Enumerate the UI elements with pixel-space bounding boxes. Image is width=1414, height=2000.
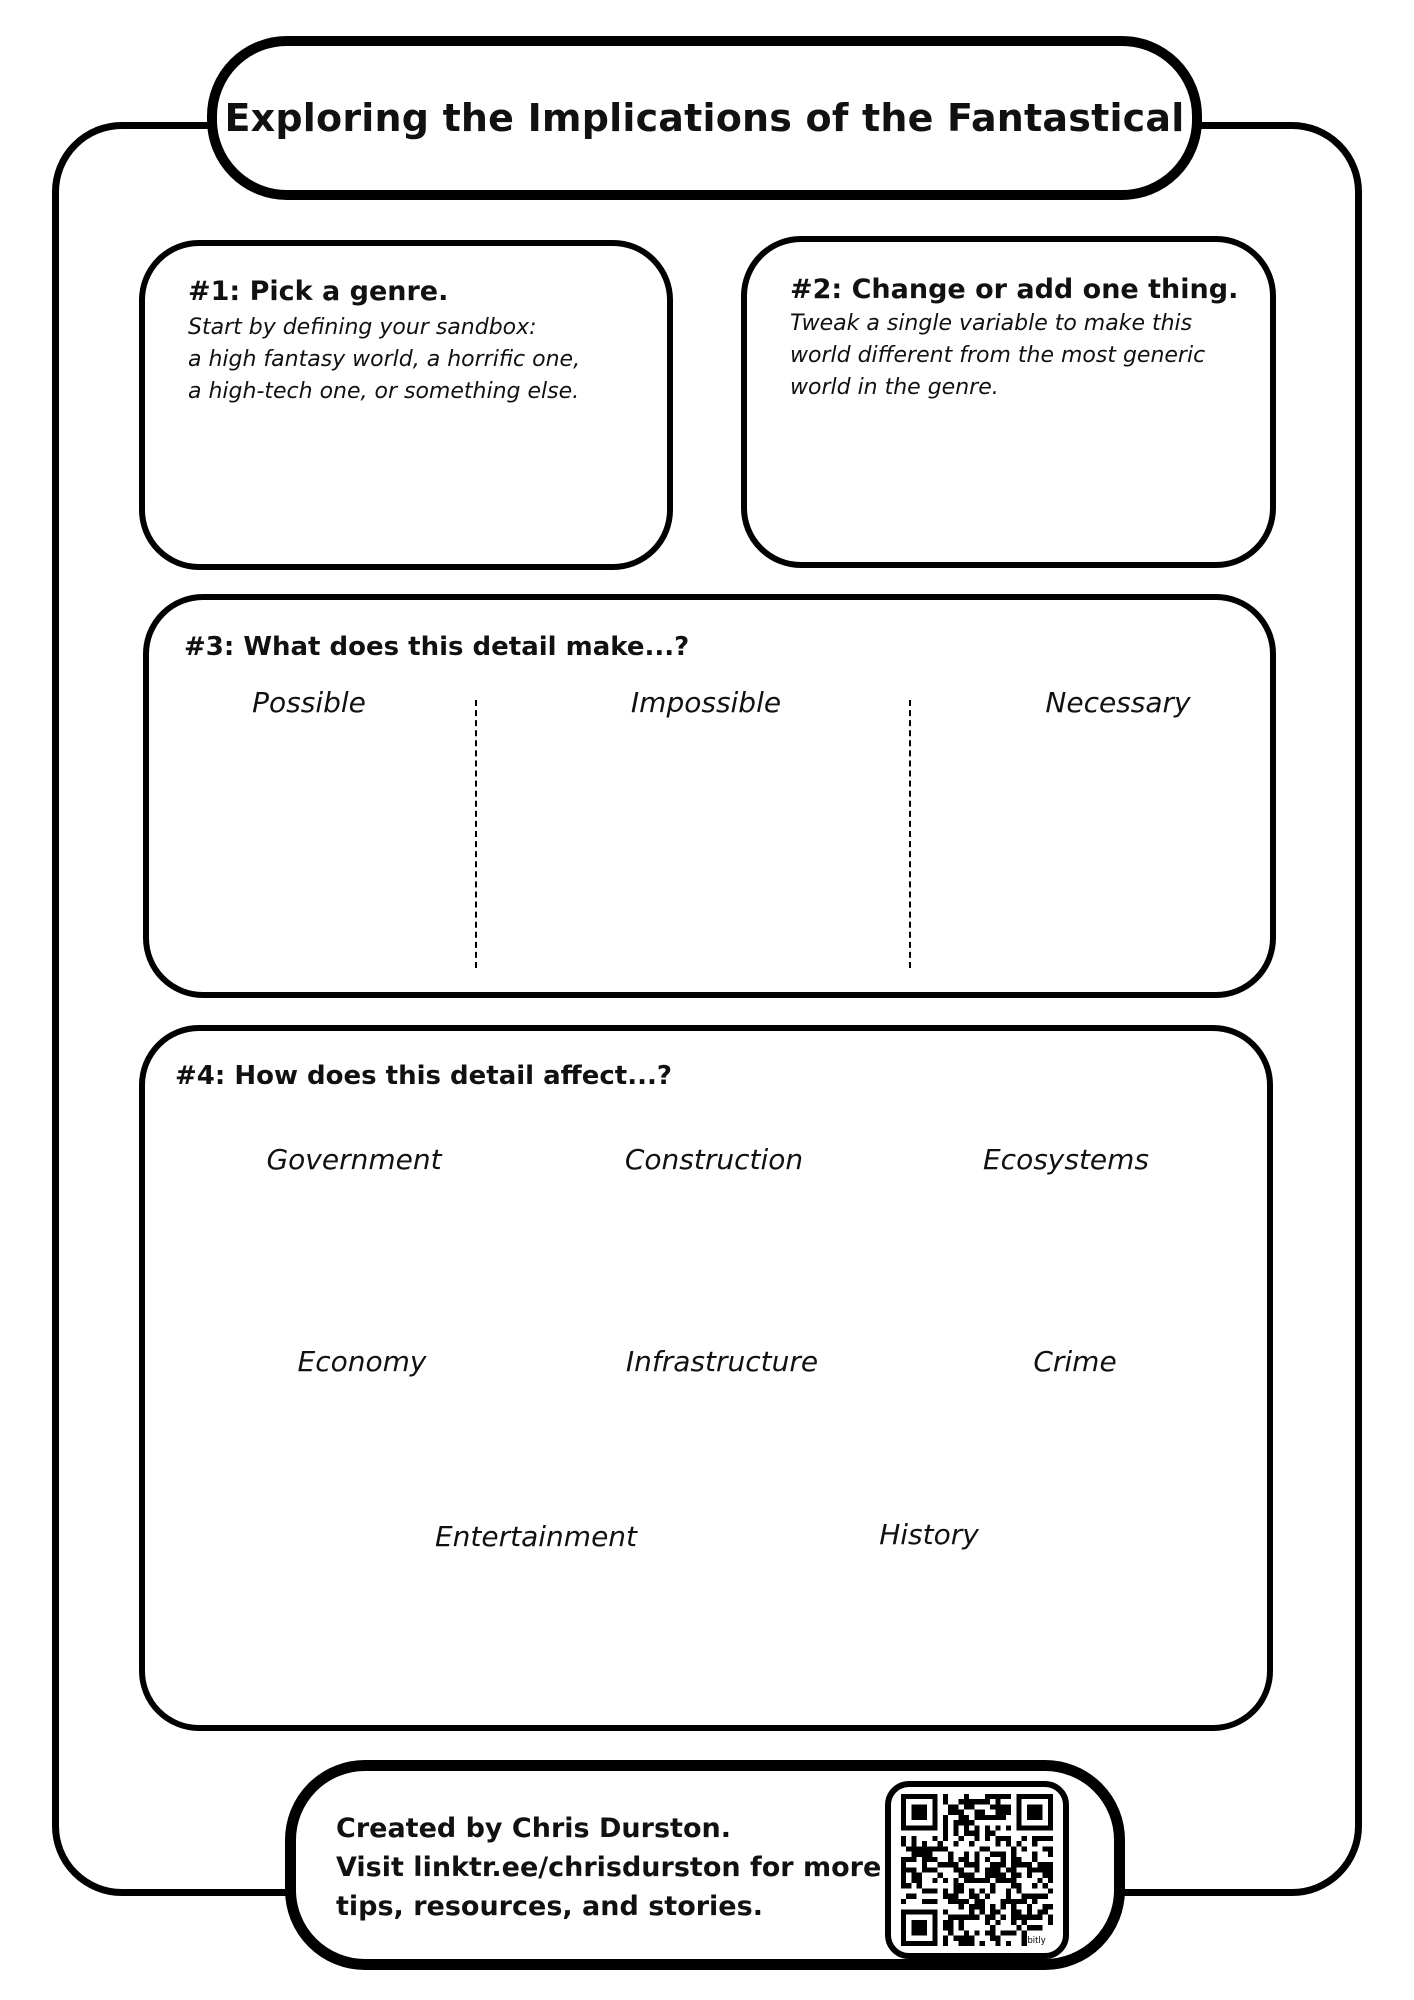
footer-banner (285, 1760, 1125, 1970)
step1-description-line: a high-tech one, or something else. (188, 379, 580, 404)
topic-history: History (879, 1518, 979, 1551)
topic-construction: Construction (624, 1143, 804, 1176)
step1-card (139, 240, 673, 570)
topic-entertainment: Entertainment (434, 1520, 638, 1553)
topic-infrastructure: Infrastructure (625, 1345, 819, 1378)
qr-badge-text: bitly (1027, 1934, 1046, 1945)
title-banner (207, 36, 1202, 200)
topic-economy: Economy (297, 1345, 427, 1378)
footer-credit (336, 1809, 881, 1926)
step4-heading: #4: How does this detail affect...? (175, 1061, 672, 1091)
step1-description (188, 312, 580, 408)
column-label-impossible: Impossible (630, 686, 782, 719)
topic-government: Government (266, 1143, 442, 1176)
topic-crime: Crime (1033, 1345, 1117, 1378)
footer-line: Visit linktr.ee/chrisdurston for more (336, 1852, 882, 1883)
footer-line: Created by Chris Durston. (336, 1813, 731, 1844)
footer-line: tips, resources, and stories. (336, 1891, 763, 1922)
step2-description-line: world different from the most generic (790, 343, 1206, 368)
qr-code[interactable] (885, 1781, 1069, 1959)
column-label-necessary: Necessary (1045, 686, 1191, 719)
topic-ecosystems: Ecosystems (982, 1143, 1150, 1176)
step2-description-line: world in the genre. (790, 375, 999, 400)
column-divider (909, 700, 911, 968)
step1-description-line: a high fantasy world, a horrific one, (188, 347, 581, 372)
column-divider (475, 700, 477, 968)
step2-description (790, 308, 1205, 404)
step3-heading: #3: What does this detail make...? (184, 632, 690, 662)
step1-description-line: Start by defining your sandbox: (188, 315, 537, 340)
step1-heading: #1: Pick a genre. (188, 276, 449, 307)
step2-card (741, 236, 1276, 568)
qr-code-icon (899, 1794, 1055, 1946)
column-label-possible: Possible (252, 686, 366, 719)
page-title: Exploring the Implications of the Fantastical (224, 96, 1185, 140)
step2-heading: #2: Change or add one thing. (790, 274, 1239, 305)
step4-card (139, 1025, 1273, 1731)
step2-description-line: Tweak a single variable to make this (790, 311, 1193, 336)
step3-card (143, 594, 1276, 998)
